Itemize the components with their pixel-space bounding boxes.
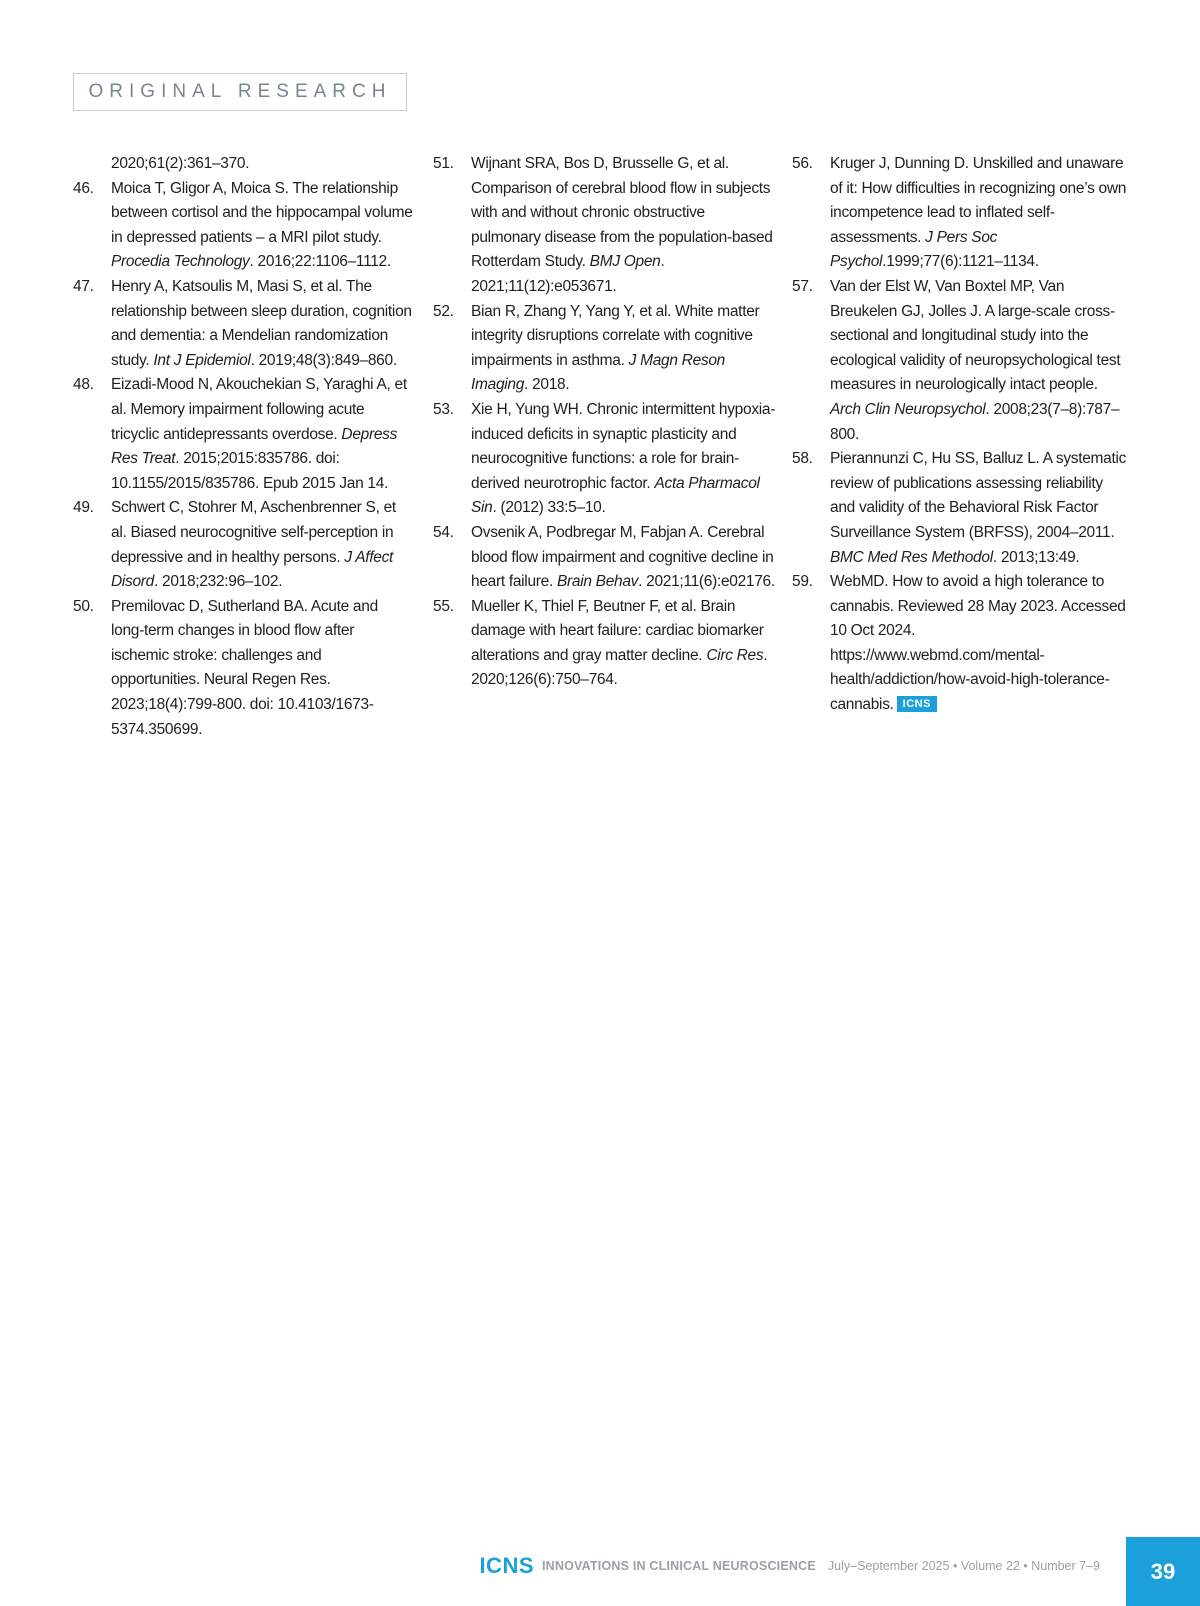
reference-item [433, 595, 778, 693]
reference-item [73, 373, 413, 496]
reference-list [792, 152, 1127, 718]
reference-fragment: .1999;77(6):1121–1134. [882, 253, 1039, 271]
reference-list [433, 152, 778, 693]
reference-fragment: . 2021;11(12):e053671. [471, 253, 665, 295]
end-mark-badge: ICNS [897, 696, 937, 712]
reference-number: 54. [433, 523, 454, 541]
reference-continuation [73, 152, 413, 177]
journal-title: Procedia Technology [111, 253, 250, 271]
reference-number: 52. [433, 302, 454, 320]
journal-name: INNOVATIONS IN CLINICAL NEUROSCIENCE [542, 1559, 816, 1573]
reference-number: 57. [792, 277, 813, 295]
journal-title: J Pers Soc Psychol [830, 228, 998, 271]
journal-title: Brain Behav [556, 573, 639, 591]
reference-item [433, 398, 778, 521]
reference-fragment: Henry A, Katsoulis M, Masi S, et al. The relationship between sleep duration, cognition and dementia: a Mendelian randomization study. [111, 277, 412, 369]
reference-text [830, 447, 1127, 570]
reference-text [830, 152, 1127, 275]
reference-item [73, 496, 413, 594]
reference-fragment: . 2021;11(6):e02176. [638, 573, 775, 591]
reference-number: 51. [433, 155, 454, 172]
journal-title: Circ Res [706, 646, 764, 664]
reference-fragment: . 2008;23(7–8):787–800. [830, 400, 1120, 443]
reference-item [792, 152, 1127, 275]
reference-item [792, 570, 1127, 718]
reference-item [792, 275, 1127, 447]
page-footer [479, 1551, 1100, 1581]
reference-text [471, 152, 778, 300]
reference-text: 2020;61(2):361–370. [111, 155, 250, 172]
reference-fragment: . 2018. [524, 376, 570, 394]
reference-fragment: . 2013;13:49. [992, 548, 1080, 566]
journal-title: Int J Epidemiol [153, 351, 251, 369]
reference-number: 53. [433, 400, 454, 418]
reference-text [111, 595, 413, 743]
reference-item [73, 275, 413, 373]
reference-text [471, 521, 778, 595]
reference-fragment: . 2016;22:1106–1112. [249, 253, 391, 271]
reference-number: 56. [792, 155, 813, 172]
journal-title: BMJ Open [589, 253, 661, 271]
reference-fragment: Eizadi-Mood N, Akouchekian S, Yaraghi A, et al. Memory impairment following acute tricyclic antidepressants overdose. [111, 376, 407, 443]
reference-text [111, 373, 413, 496]
reference-text [111, 275, 413, 373]
journal-title: BMC Med Res Methodol [830, 548, 993, 566]
reference-number: 47. [73, 277, 94, 295]
journal-logo: ICNS [479, 1553, 534, 1578]
reference-fragment: Xie H, Yung WH. Chronic intermittent hypoxia-induced deficits in synaptic plasticity and neurocognitive functions: a role for brain-derived neurotrophic factor. [471, 400, 776, 492]
journal-title: Depress Res Treat [111, 425, 398, 468]
reference-text [471, 398, 778, 521]
reference-item [433, 521, 778, 595]
reference-number: 49. [73, 499, 94, 517]
reference-column-1 [73, 152, 413, 742]
reference-text [830, 275, 1127, 447]
reference-fragment: Bian R, Zhang Y, Yang Y, et al. White matter integrity disruptions correlate with cognitive impairments in asthma. [471, 302, 760, 369]
reference-fragment: Pierannunzi C, Hu SS, Balluz L. A systematic review of publications assessing reliability and validity of the Behavioral Risk Factor Surveillance System (BRFSS), 2004–2011. [830, 450, 1127, 541]
journal-title: Arch Clin Neuropsychol [830, 400, 986, 418]
reference-item [433, 152, 778, 300]
reference-number: 55. [433, 597, 454, 615]
reference-number: 58. [792, 450, 813, 468]
reference-text [471, 300, 778, 398]
reference-fragment: Wijnant SRA, Bos D, Brusselle G, et al. Comparison of cerebral blood flow in subjects with and without chronic obstructive pulmonary disease from the population-based Rotterdam Study. [471, 155, 773, 271]
journal-title: Acta Pharmacol Sin [471, 474, 760, 517]
reference-fragment: Kruger J, Dunning D. Unskilled and unaware of it: How difficulties in recognizing one’s own incompetence lead to inflated self-assessments. [830, 155, 1127, 246]
reference-text [111, 496, 413, 594]
reference-fragment: . (2012) 33:5–10. [492, 499, 606, 517]
reference-list [73, 177, 413, 743]
reference-fragment: . 2019;48(3):849–860. [250, 351, 397, 369]
reference-fragment: Ovsenik A, Podbregar M, Fabjan A. Cerebral blood flow impairment and cognitive decline in heart failure. [471, 523, 774, 591]
section-label: ORIGINAL RESEARCH [73, 73, 407, 111]
reference-fragment: Schwert C, Stohrer M, Aschenbrenner S, et al. Biased neurocognitive self-perception in depressive and in healthy persons. [111, 499, 396, 566]
reference-number: 59. [792, 573, 813, 591]
journal-title: J Affect Disord [111, 548, 394, 591]
reference-text [471, 595, 778, 693]
reference-fragment: Premilovac D, Sutherland BA. Acute and long-term changes in blood flow after ischemic stroke: challenges and opportunities. Neural Regen Res. 2023;18(4):799-800. doi: 10.4103/1673-5374.350699. [111, 597, 378, 738]
reference-text [111, 177, 413, 275]
reference-column-3 [792, 152, 1127, 718]
reference-item [73, 177, 413, 275]
reference-number: 50. [73, 597, 94, 615]
reference-item [73, 595, 413, 743]
reference-fragment: Moica T, Gligor A, Moica S. The relationship between cortisol and the hippocampal volume in depressed patients – a MRI pilot study. [111, 179, 413, 246]
reference-item [792, 447, 1127, 570]
journal-title: J Magn Reson Imaging [471, 351, 725, 394]
reference-fragment: . 2020;126(6):750–764. [471, 646, 768, 689]
reference-text [830, 570, 1127, 718]
issue-info: July–September 2025 • Volume 22 • Number 7–9 [827, 1559, 1100, 1573]
reference-fragment: . 2018;232:96–102. [154, 573, 283, 591]
reference-column-2 [433, 152, 778, 693]
reference-fragment: . 2015;2015:835786. doi: 10.1155/2015/835786. Epub 2015 Jan 14. [111, 450, 389, 492]
reference-number: 48. [73, 376, 94, 394]
reference-fragment: Van der Elst W, Van Boxtel MP, Van Breukelen GJ, Jolles J. A large-scale cross-sectional and longitudinal study into the ecological validity of neuropsychological test measures in neurologically intact people. [830, 277, 1121, 394]
reference-number: 46. [73, 179, 94, 197]
page-number: 39 [1126, 1537, 1200, 1606]
reference-fragment: WebMD. How to avoid a high tolerance to cannabis. Reviewed 28 May 2023. Accessed 10 Oct 2024. https://www.webmd.com/mental-health/addiction/how-avoid-high-tolerance-cannabis. [830, 573, 1126, 714]
reference-item [433, 300, 778, 398]
reference-fragment: Mueller K, Thiel F, Beutner F, et al. Brain damage with heart failure: cardiac biomarker alterations and gray matter decline. [471, 597, 764, 664]
